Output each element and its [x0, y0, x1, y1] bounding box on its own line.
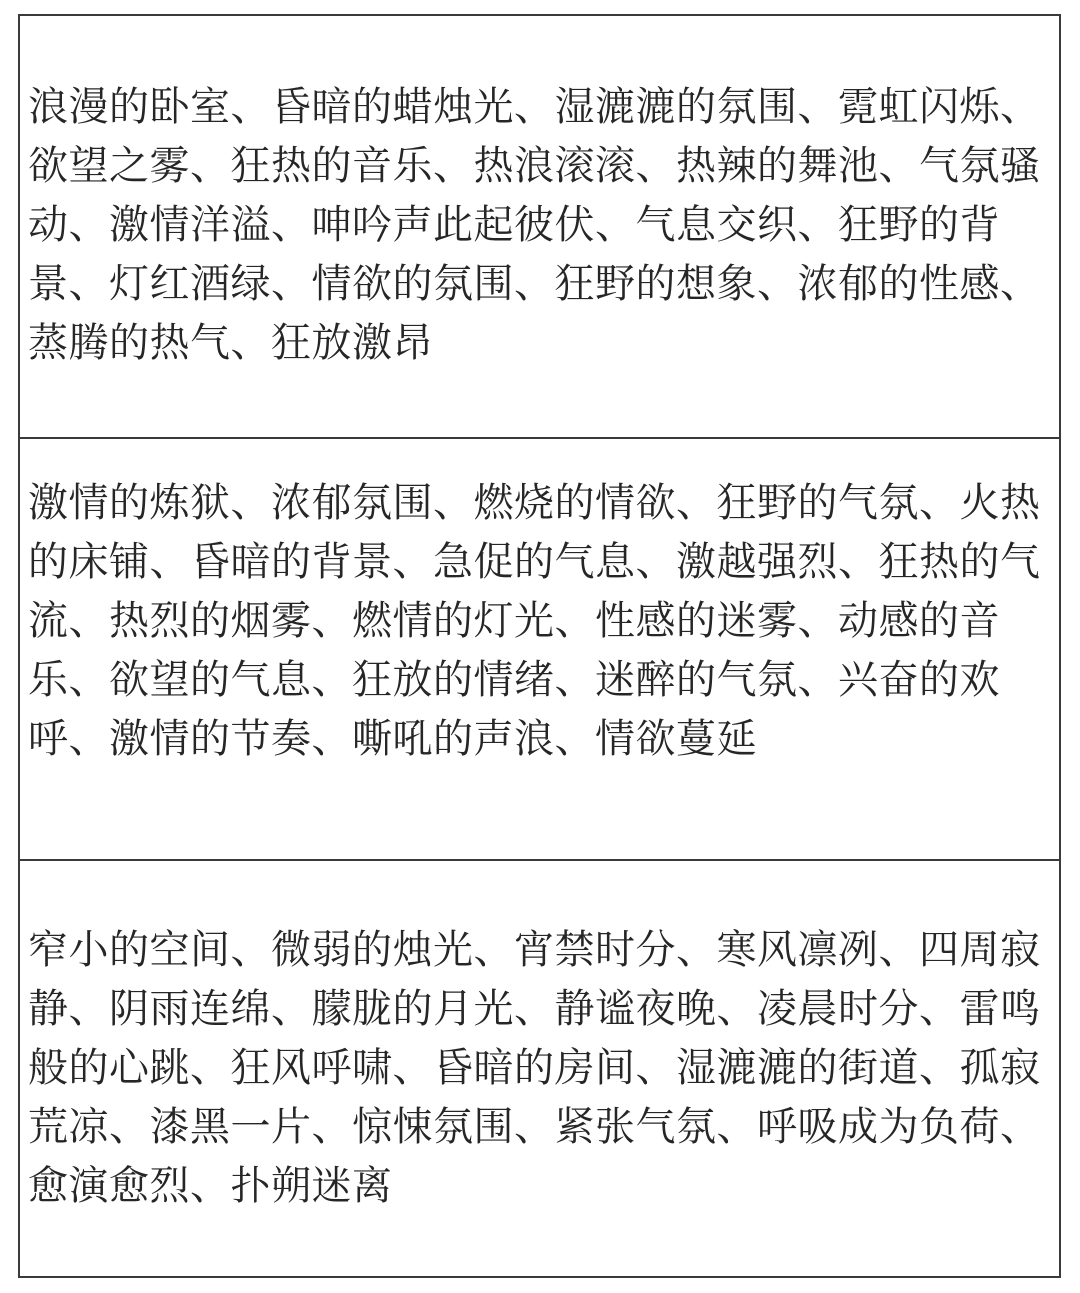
row-text: 窄小的空间、微弱的烛光、宵禁时分、寒风凛冽、四周寂静、阴雨连绵、朦胧的月光、静谧夜晚、凌晨时分、雷鸣般的心跳、狂风呼啸、昏暗的房间、湿漉漉的街道、孤寂荒凉、漆黑一片、惊悚氛围、紧张气氛、呼吸成为负荷、愈演愈烈、扑朔迷离 — [28, 927, 1041, 1209]
row-text: 浪漫的卧室、昏暗的蜡烛光、湿漉漉的氛围、霓虹闪烁、欲望之雾、狂热的音乐、热浪滚滚、热辣的舞池、气氛骚动、激情洋溢、呻吟声此起彼伏、气息交织、狂野的背景、灯红酒绿、情欲的氛围、狂野的想象、浓郁的性感、蒸腾的热气、狂放激昂 — [28, 84, 1041, 366]
text-table — [18, 14, 1061, 1278]
row-text: 激情的炼狱、浓郁氛围、燃烧的情欲、狂野的气氛、火热的床铺、昏暗的背景、急促的气息、激越强烈、狂热的气流、热烈的烟雾、燃情的灯光、性感的迷雾、动感的音乐、欲望的气息、狂放的情绪、迷醉的气氛、兴奋的欢呼、激情的节奏、嘶吼的声浪、情欲蔓延 — [28, 480, 1041, 762]
table-row — [20, 437, 1059, 859]
table-row — [20, 859, 1059, 1278]
table-row — [20, 16, 1059, 437]
